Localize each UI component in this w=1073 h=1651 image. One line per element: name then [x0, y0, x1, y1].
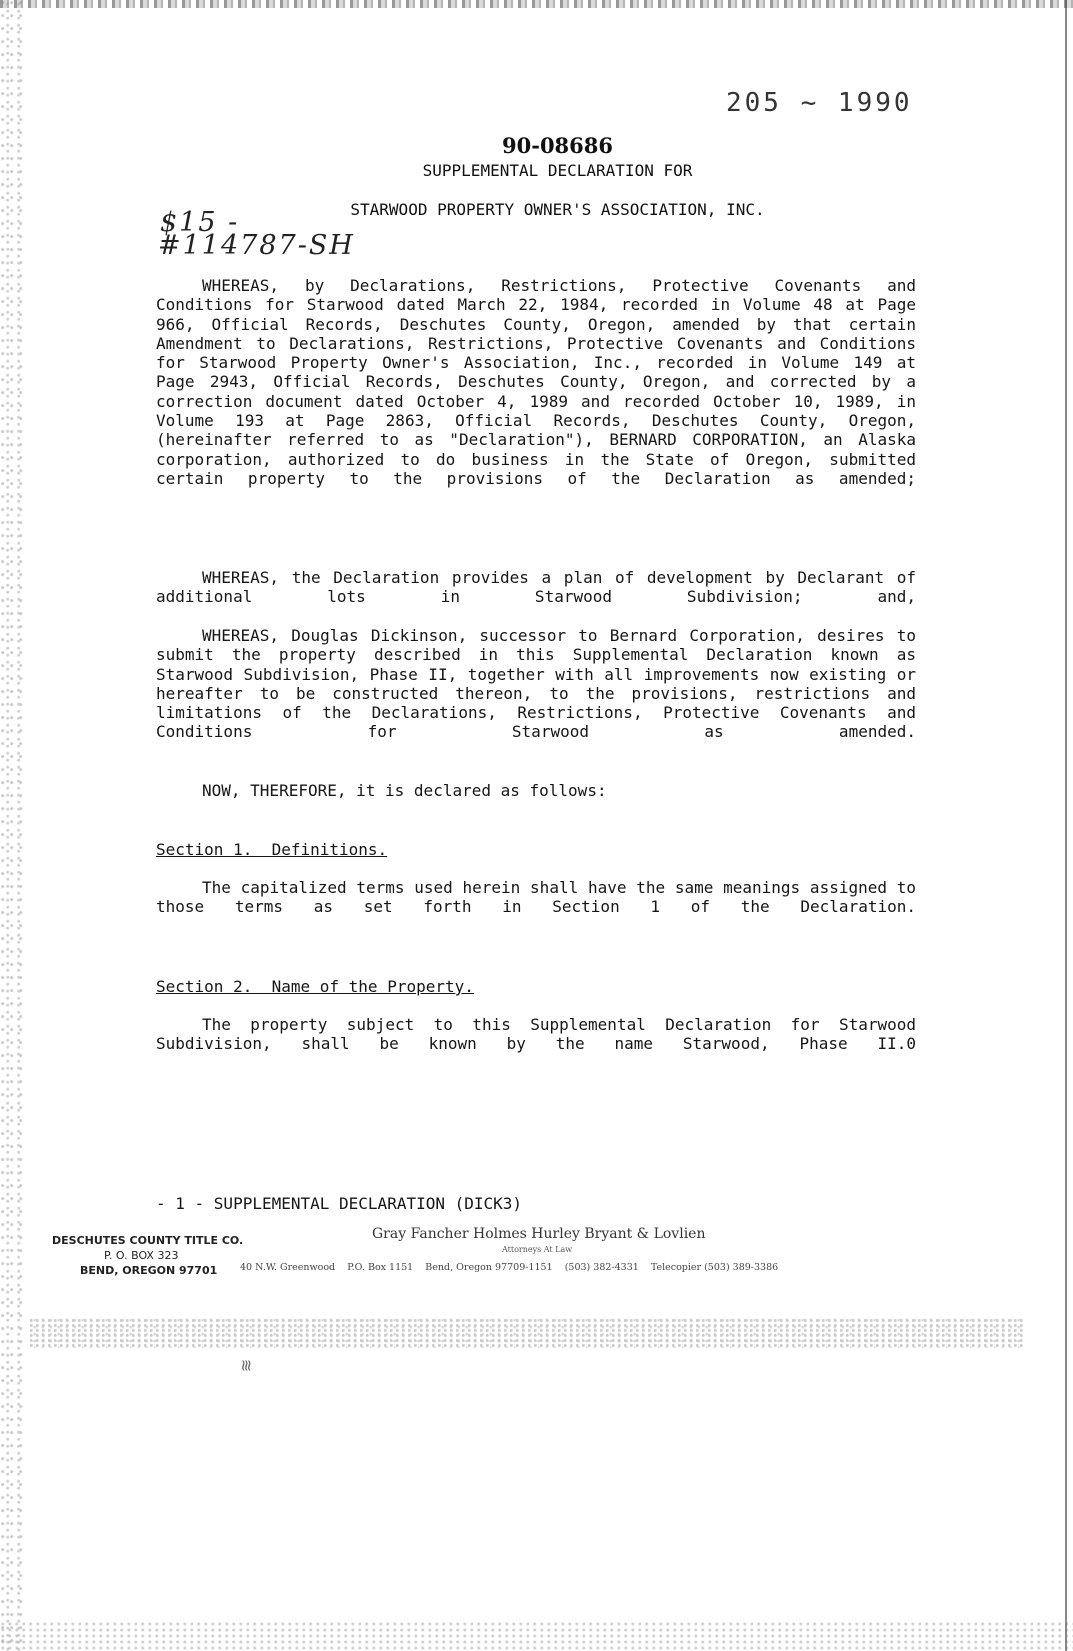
section-1-body: The capitalized terms used herein shall have the same meanings assigned to those terms as set forth in Section 1 of the Declaration.: [156, 878, 916, 917]
document-title-line-2: STARWOOD PROPERTY OWNER'S ASSOCIATION, INC.: [350, 200, 765, 219]
recital-paragraph-1: WHEREAS, by Declarations, Restrictions, Protective Covenants and Conditions for Starwood dated March 22, 1984, recorded in Volume 48 at Page 966, Official Records, Deschutes County, Oregon, amended by that certain Amendment to Declarations, Restrictions, Protective Covenants and Conditions for Starwood Property Owner's Association, Inc., recorded in Volume 149 at Page 2943, Official Records, Deschutes County, Oregon, and corrected by a correction document dated October 4, 1989 and recorded October 10, 1989, in Volume 193 at Page 2863, Official Records, Deschutes County, Oregon, (hereinafter referred to as "Declaration"), BERNARD CORPORATION, an Alaska corporation, authorized to do business in the State of Oregon, submitted certain property to the provisions of the Declaration as amended;: [156, 276, 916, 488]
scan-noise-band: [30, 1318, 1025, 1348]
page-footer: - 1 - SUPPLEMENTAL DECLARATION (DICK3): [156, 1194, 523, 1213]
title-company-stamp: [52, 1233, 243, 1278]
law-firm-address: 40 N.W. Greenwood P.O. Box 1151 Bend, Oregon 97709-1151 (503) 382-4331 Telecopier (503) 389-3386: [240, 1262, 779, 1273]
margin-mark: ≋: [237, 1358, 257, 1373]
document-title-line-1: SUPPLEMENTAL DECLARATION FOR: [422, 161, 693, 180]
document-number: 90-08686: [502, 133, 613, 158]
recital-paragraph-3: WHEREAS, Douglas Dickinson, successor to Bernard Corporation, desires to submit the property described in this Supplemental Declaration known as Starwood Subdivision, Phase II, together with all improvements now existing or hereafter to be constructed thereon, to the provisions, restrictions and limitations of the Declarations, Restrictions, Protective Covenants and Conditions for Starwood as amended.: [156, 626, 916, 742]
title-company-po-box: P. O. BOX 323: [104, 1249, 179, 1262]
section-2-body: The property subject to this Supplemental Declaration for Starwood Subdivision, shall be known by the name Starwood, Phase II.0: [156, 1015, 916, 1054]
scan-edge-bottom: [0, 1621, 1073, 1651]
recital-paragraph-2: WHEREAS, the Declaration provides a plan of development by Declarant of additional lots in Starwood Subdivision; and,: [156, 568, 916, 607]
law-firm-name: Gray Fancher Holmes Hurley Bryant & Lovlien: [372, 1226, 706, 1242]
scan-edge-right: [1065, 0, 1067, 1651]
handwritten-reference-number: #114787-SH: [158, 230, 355, 261]
recording-stamp-number: 205 ~ 1990: [726, 88, 913, 118]
declaration-statement: NOW, THEREFORE, it is declared as follows:: [202, 781, 607, 800]
title-company-city: BEND, OREGON 97701: [80, 1264, 218, 1277]
title-company-name: DESCHUTES COUNTY TITLE CO.: [52, 1234, 244, 1247]
handwritten-fee-note: $15 -: [160, 207, 240, 238]
section-1-heading: Section 1. Definitions.: [156, 840, 388, 859]
law-firm-subtitle: Attorneys At Law: [502, 1245, 573, 1254]
scan-edge-left: [0, 0, 26, 1651]
section-2-heading: Section 2. Name of the Property.: [156, 977, 474, 996]
scan-edge-top: [0, 0, 1073, 8]
